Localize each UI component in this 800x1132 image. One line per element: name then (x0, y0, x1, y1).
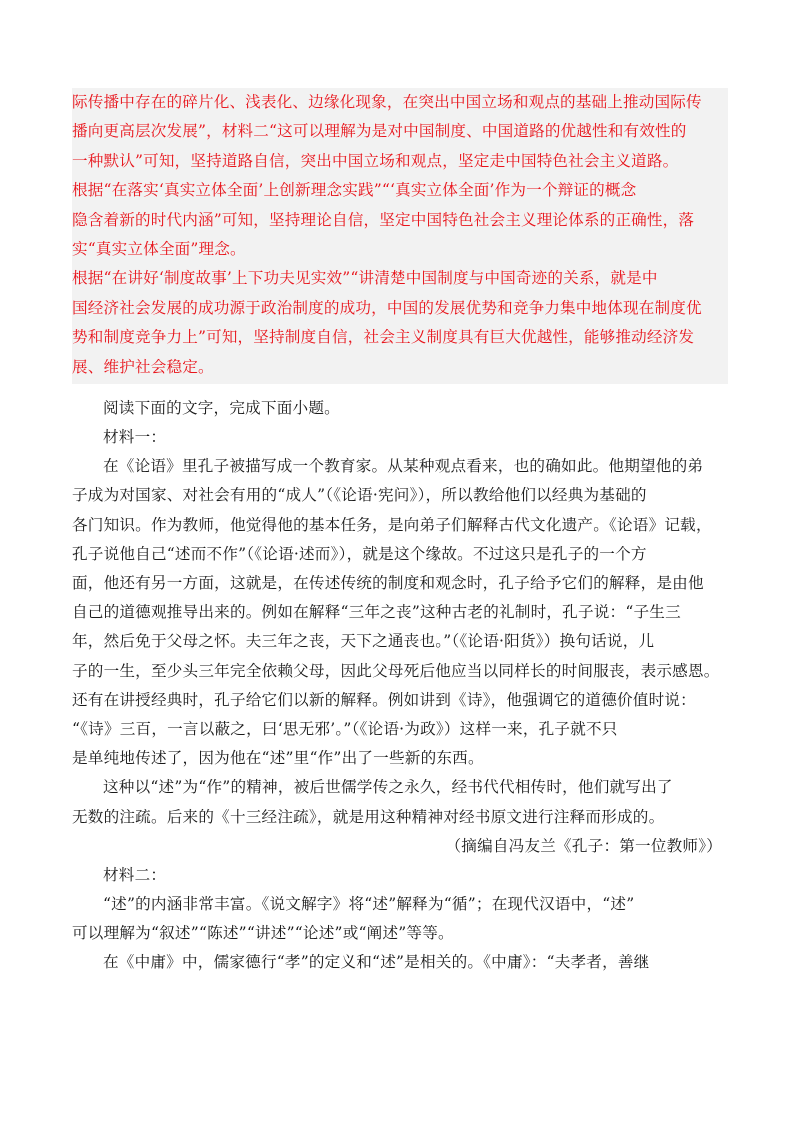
passage-line: 是单纯地传述了，因为他在“述”里“作”出了一些新的东西。 (72, 749, 484, 768)
passage-line: 材料一： (103, 428, 167, 447)
passage-line: 还有在讲授经典时，孔子给它们以新的解释。例如讲到《诗》，他强调它的道德价值时说： (72, 690, 696, 709)
answer-line: 播向更高层次发展”，材料二“这可以理解为是对中国制度、中国道路的优越性和有效性的 (72, 122, 687, 141)
passage-line: 阅读下面的文字，完成下面小题。 (103, 398, 340, 417)
passage-line: 子的一生，至少头三年完全依赖父母，因此父母死后他应当以同样长的时间服丧，表示感恩。 (72, 661, 720, 680)
answer-line: 势和制度竞争力上”可知，坚持制度自信，社会主义制度具有巨大优越性，能够推动经济发 (72, 328, 695, 347)
answer-line: 一种默认”可知，坚持道路自信，突出中国立场和观点，坚定走中国特色社会主义道路。 (72, 151, 679, 170)
passage-line: 在《中庸》中，儒家德行“孝”的定义和“述”是相关的。《中庸》：“夫孝者，善继 (103, 953, 650, 972)
passage-line: 孔子说他自己“述而不作”（《论语·述而》），就是这个缘故。不过这只是孔子的一个方 (72, 544, 647, 563)
answer-line: 根据“在落实‘真实立体全面’上创新理念实践”“‘真实立体全面’作为一个辩证的概念 (72, 181, 637, 200)
passage-line: 自己的道德观推导出来的。例如在解释“三年之丧”这种古老的礼制时，孔子说：“子生三 (72, 603, 681, 622)
passage-line: 无数的注疏。后来的《十三经注疏》，就是用这种精神对经书原文进行注释而形成的。 (72, 807, 665, 826)
passage-line: “《诗》三百，一言以蔽之，曰‘思无邪’。”（《论语·为政》）这样一来，孔子就不只 (72, 719, 618, 738)
answer-line: 际传播中存在的碎片化、浅表化、边缘化现象，在突出中国立场和观点的基础上推动国际传 (72, 93, 702, 111)
passage-line: 这种以“述”为“作”的精神，被后世儒学传之永久，经书代代相传时，他们就写出了 (103, 778, 673, 797)
passage-line: 子成为对国家、对社会有用的“成人”（《论语·宪问》），所以教给他们以经典为基础的 (72, 486, 647, 505)
reading-passage (72, 394, 728, 978)
passage-line: 可以理解为“叙述”“陈述”“讲述”“论述”或“阐述”等等。 (72, 924, 454, 943)
source-citation: （摘编自冯友兰《孔子：第一位教师》） (445, 836, 722, 855)
passage-line: 面，他还有另一方面，这就是，在传述传统的制度和观念时，孔子给予它们的解释，是由他 (72, 574, 704, 593)
answer-line: 根据“在讲好‘制度故事’上下功夫见实效”“讲清楚中国制度与中国奇迹的关系，就是中 (72, 269, 658, 288)
answer-line: 展、维护社会稳定。 (72, 357, 214, 376)
answer-line: 隐含着新的时代内涵”可知，坚持理论自信，坚定中国特色社会主义理论体系的正确性，落 (72, 210, 695, 229)
passage-line: 各门知识。作为教师，他觉得他的基本任务，是向弟子们解释古代文化遗产。《论语》记载， (72, 515, 712, 534)
answer-highlight-block (72, 88, 728, 384)
document-page (72, 88, 728, 978)
answer-line: 实“真实立体全面”理念。 (72, 239, 246, 258)
passage-line: 年，然后免于父母之怀。夫三年之丧，天下之通丧也。”（《论语·阳货》）换句话说，儿 (72, 632, 655, 651)
passage-line: 材料二： (103, 865, 167, 884)
passage-line: 在《论语》里孔子被描写成一个教育家。从某种观点看来，也的确如此。他期望他的弟 (103, 457, 704, 476)
passage-line: “述”的内涵非常丰富。《说文解字》将“述”解释为“循”；在现代汉语中，“述” (103, 895, 635, 914)
answer-line: 国经济社会发展的成功源于政治制度的成功，中国的发展优势和竞争力集中地体现在制度优 (72, 298, 702, 317)
